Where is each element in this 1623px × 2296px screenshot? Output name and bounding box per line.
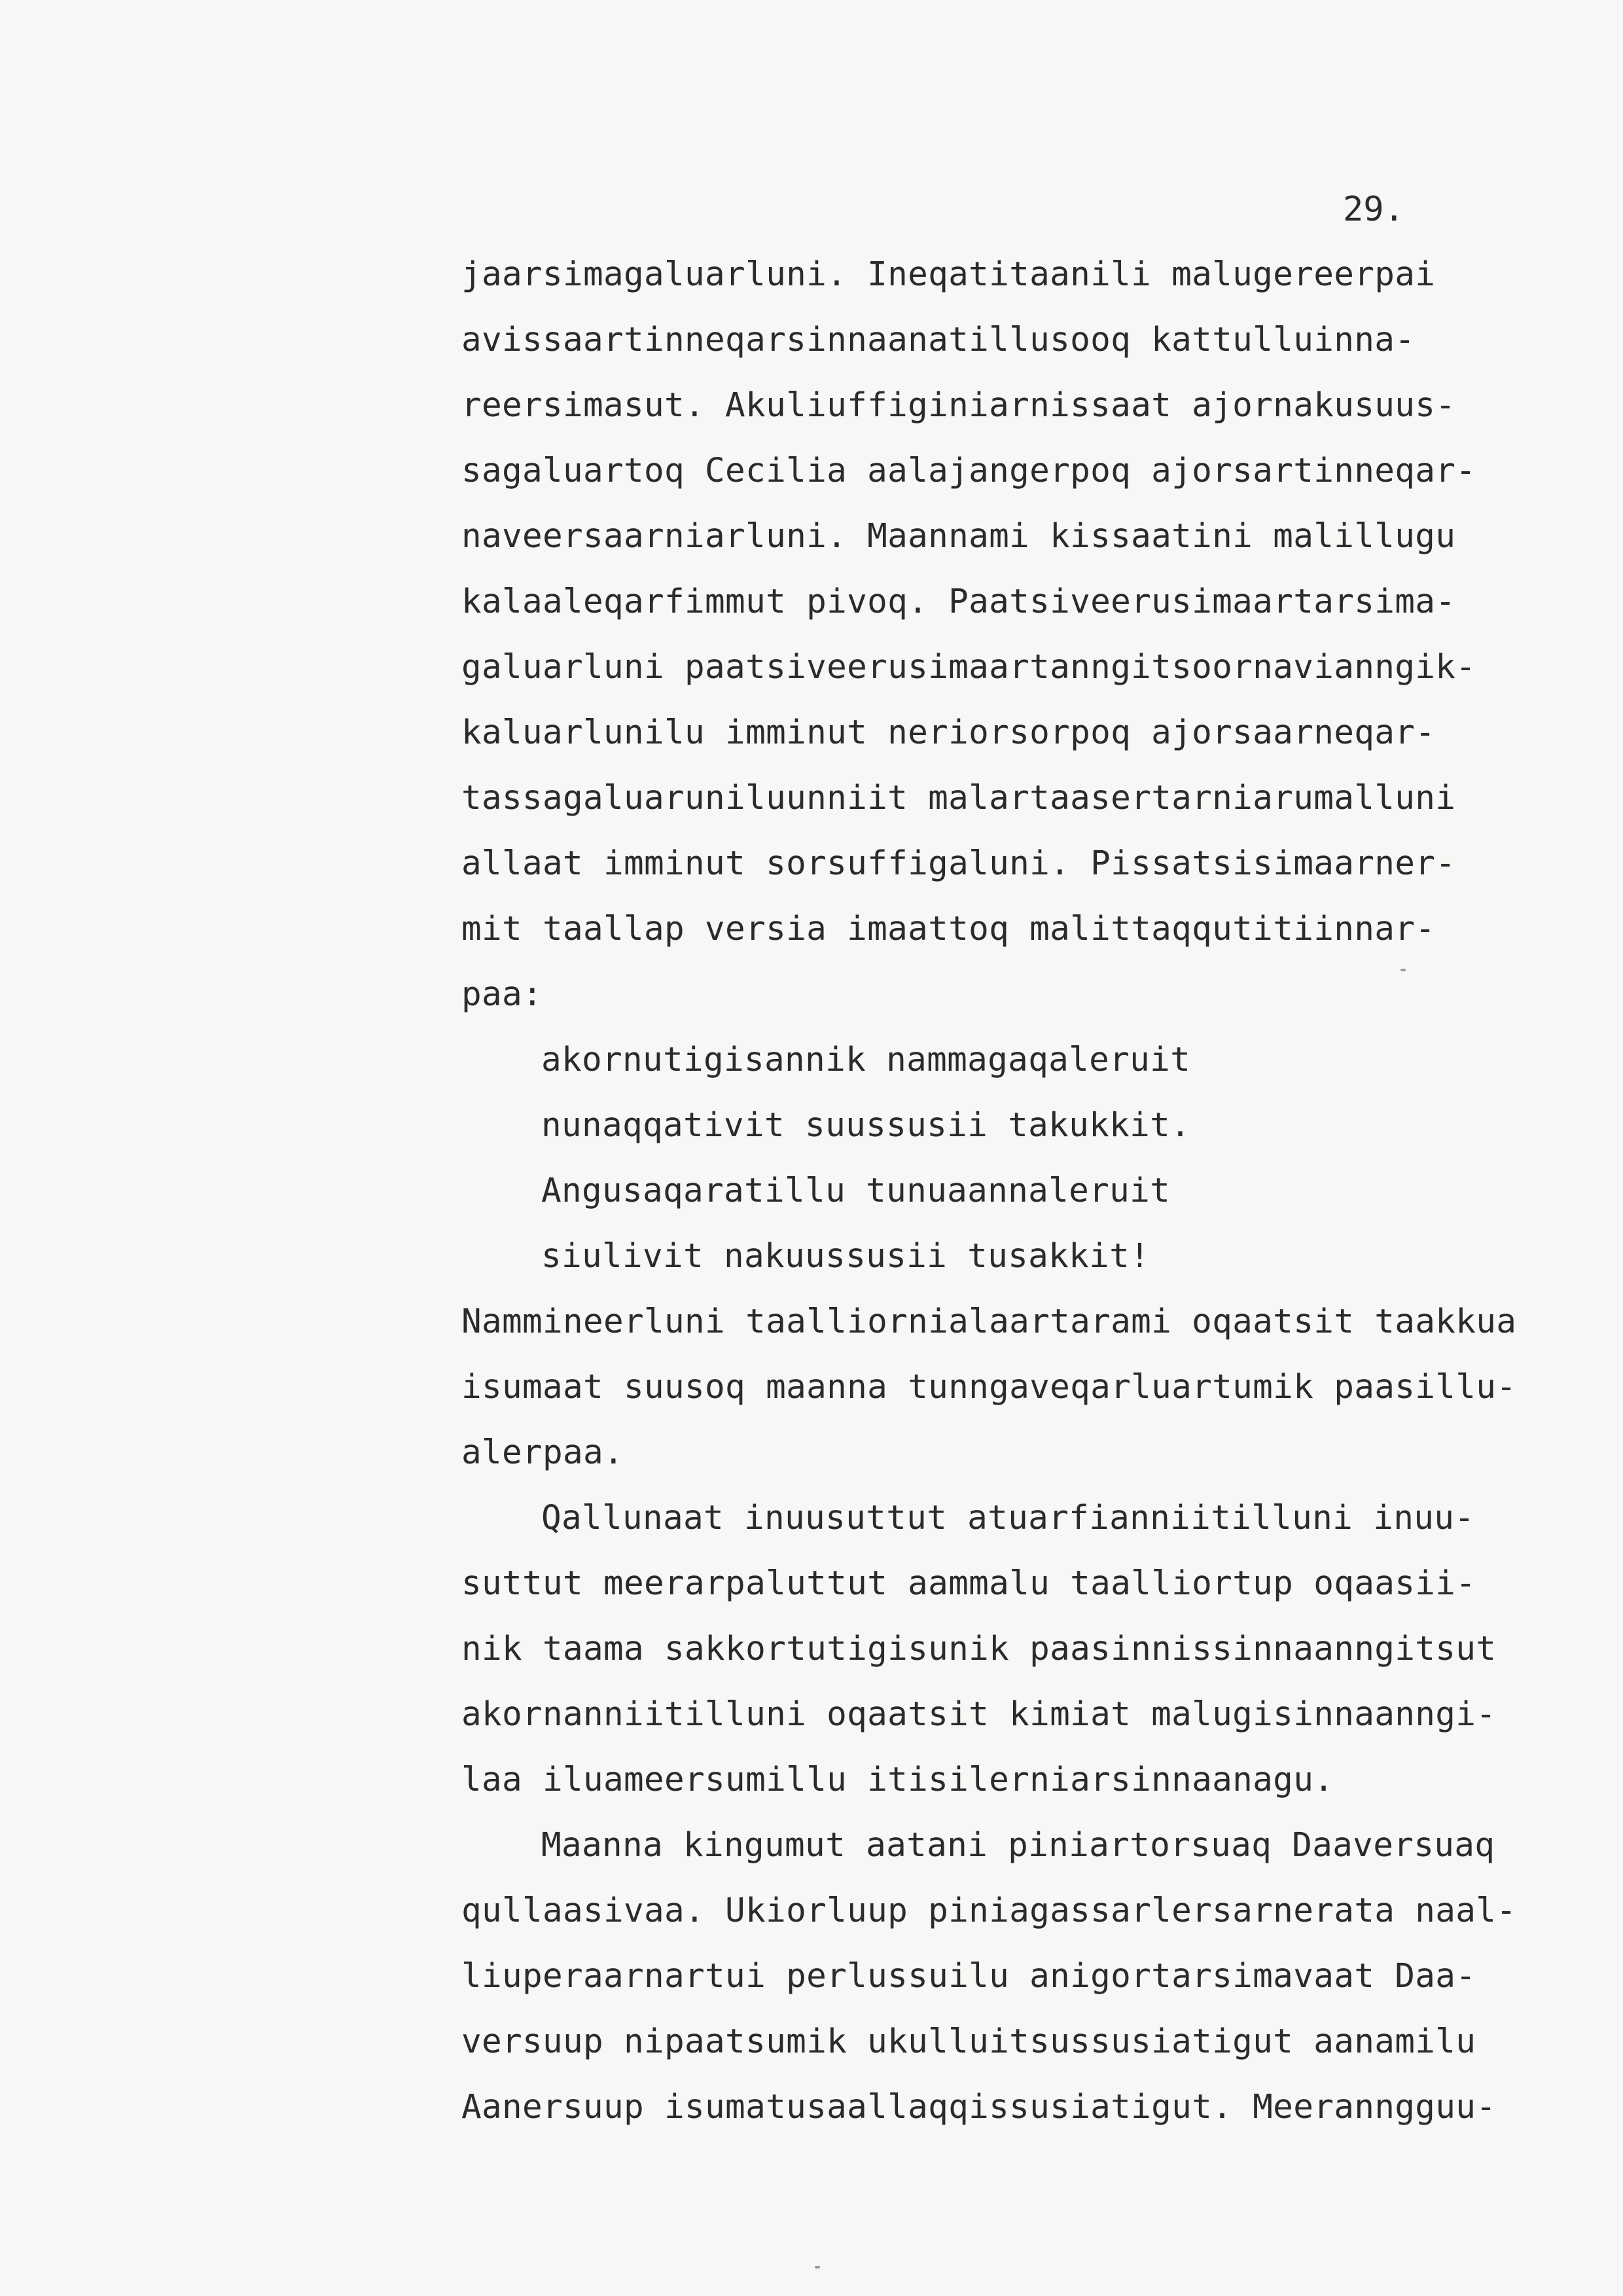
text-line: Aanersuup isumatusaallaqqissusiatigut. Meeranngguu- — [461, 2088, 1497, 2126]
text-line: kaluarlunilu imminut neriorsorpoq ajorsaarneqar- — [461, 713, 1436, 752]
page-number: 29. — [1343, 190, 1404, 229]
text-line: nik taama sakkortutigisunik paasinnissinnaanngitsut — [461, 1630, 1497, 1668]
verse-line: siulivit nakuussusii tusakkit! — [541, 1237, 1150, 1276]
text-line: paa: — [461, 975, 543, 1014]
text-line: galuarluni paatsiveerusimaartanngitsoornavianngik- — [461, 648, 1476, 687]
text-line: reersimasut. Akuliuffiginiarnissaat ajornakusuus- — [461, 386, 1456, 425]
text-line: Qallunaat inuusuttut atuarfianniitilluni inuu- — [541, 1499, 1475, 1537]
verse-line: akornutigisannik nammagaqaleruit — [541, 1041, 1191, 1079]
text-line: allaat imminut sorsuffigaluni. Pissatsisimaarner- — [461, 844, 1456, 883]
text-line: mit taallap versia imaattoq malittaqqutitiinnar- — [461, 910, 1436, 948]
text-line: alerpaa. — [461, 1433, 624, 1472]
text-line: versuup nipaatsumik ukulluitsussusiatigut aanamilu — [461, 2022, 1476, 2061]
text-line: isumaat suusoq maanna tunngaveqarluartumik paasillu- — [461, 1368, 1517, 1407]
verse-line: nunaqqativit suussusii takukkit. — [541, 1106, 1191, 1145]
text-line: naveersaarniarluni. Maannami kissaatini malillugu — [461, 517, 1456, 556]
text-line: avissaartinneqarsinnaanatillusooq kattulluinna- — [461, 321, 1416, 359]
verse-line: Angusaqaratillu tunuaannaleruit — [541, 1172, 1171, 1210]
text-line: akornanniitilluni oqaatsit kimiat malugisinnaanngi- — [461, 1695, 1497, 1734]
ink-speck — [815, 2266, 820, 2269]
text-line: qullaasivaa. Ukiorluup piniagassarlersarnerata naal- — [461, 1892, 1517, 1930]
ink-speck — [1400, 969, 1406, 971]
text-line: laa iluameersumillu itisilerniarsinnaanagu. — [461, 1761, 1334, 1799]
text-line: sagaluartoq Cecilia aalajangerpoq ajorsartinneqar- — [461, 452, 1476, 490]
text-line: Nammineerluni taalliornialaartarami oqaatsit taakkua — [461, 1302, 1517, 1341]
text-line: suttut meerarpaluttut aammalu taalliortup oqaasii- — [461, 1564, 1476, 1603]
text-line: tassagaluaruniluunniit malartaasertarniarumalluni — [461, 779, 1456, 817]
text-line: Maanna kingumut aatani piniartorsuaq Daaversuaq — [541, 1826, 1495, 1865]
text-line: liuperaarnartui perlussuilu anigortarsimavaat Daa- — [461, 1957, 1476, 1996]
text-line: jaarsimagaluarluni. Ineqatitaanili malugereerpai — [461, 255, 1436, 294]
text-line: kalaaleqarfimmut pivoq. Paatsiveerusimaartarsima- — [461, 583, 1456, 621]
